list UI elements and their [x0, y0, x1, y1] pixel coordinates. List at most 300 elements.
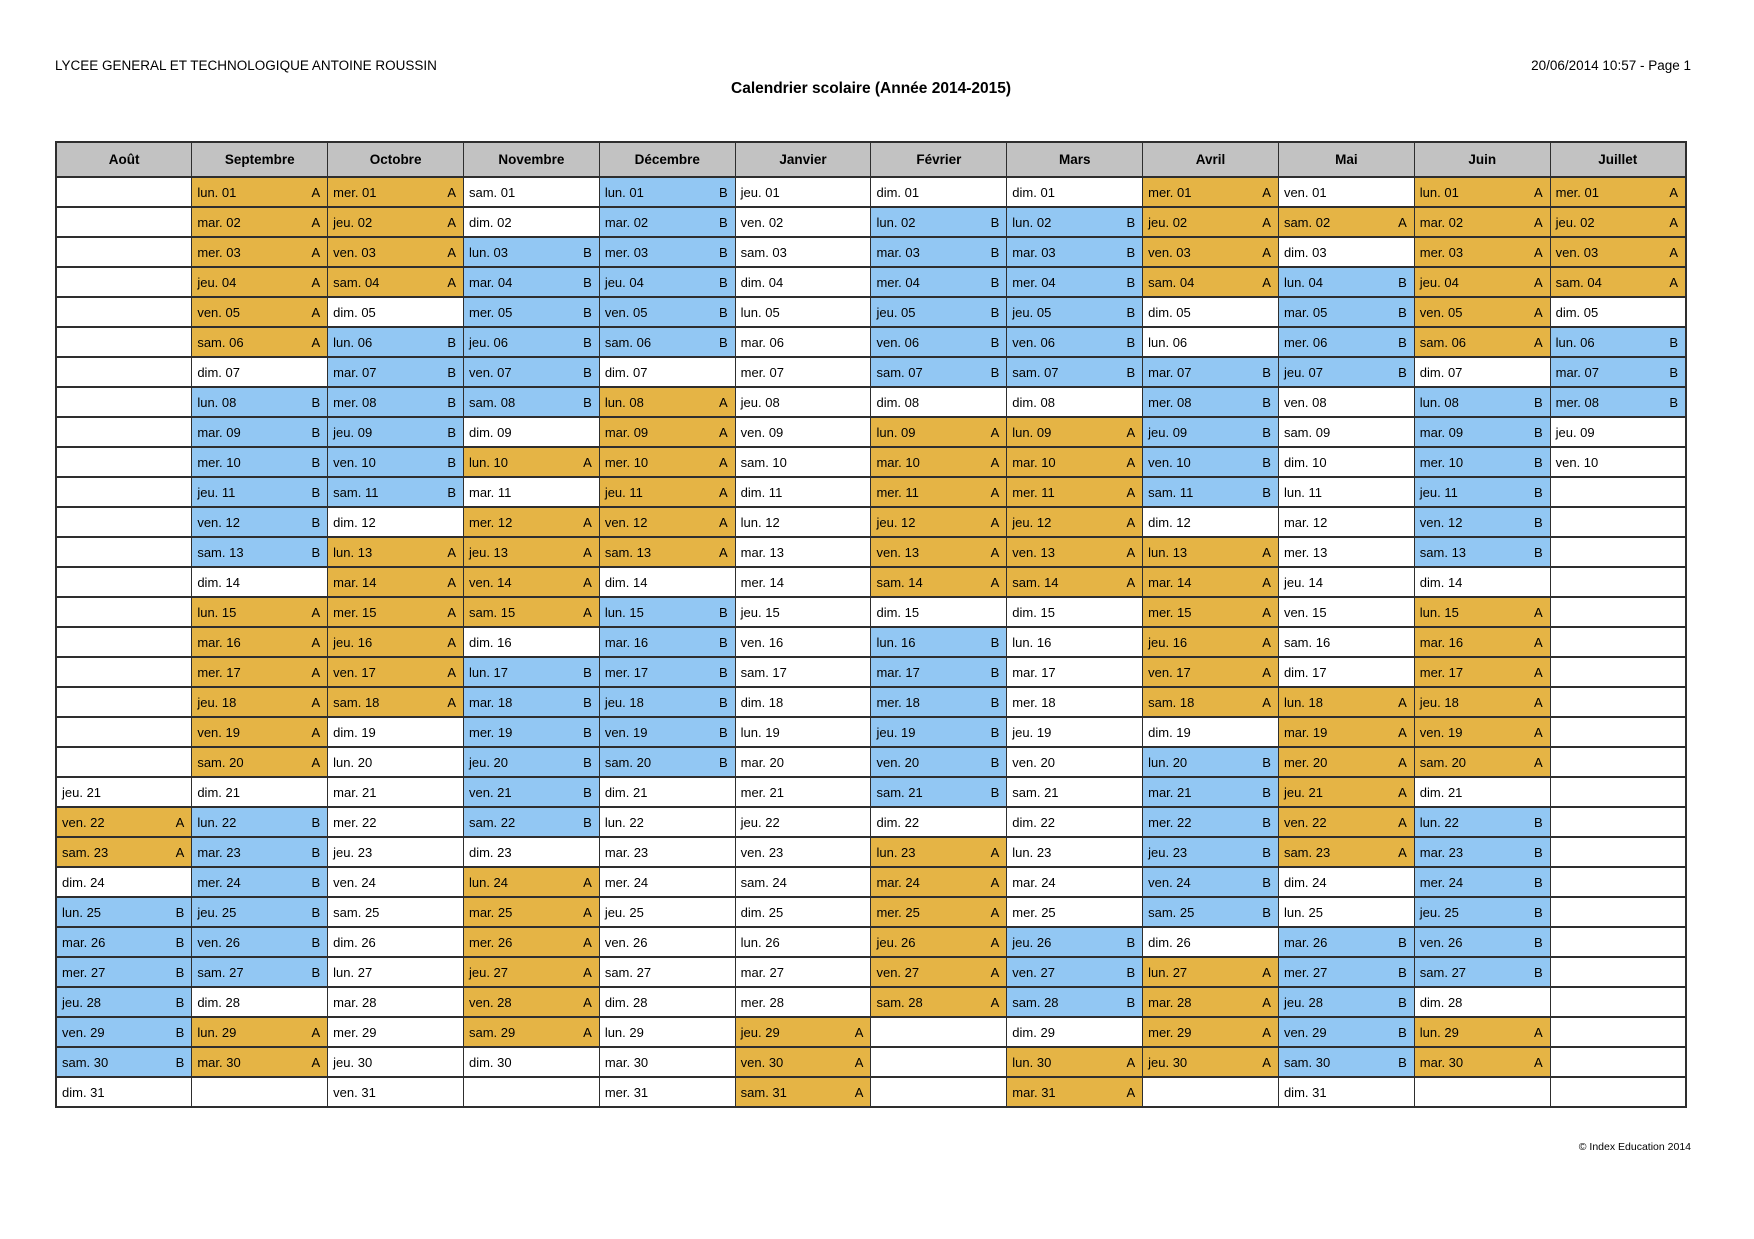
day-label: lun. 08	[604, 394, 644, 410]
day-cell-content	[464, 538, 599, 566]
day-cell-content	[1279, 538, 1414, 566]
week-letter: A	[1262, 964, 1271, 980]
day-label: mer. 08	[1148, 394, 1192, 410]
day-label: sam. 23	[1283, 844, 1331, 860]
day-label: mer. 10	[604, 454, 649, 470]
day-label: sam. 11	[1148, 484, 1194, 500]
week-letter: A	[990, 904, 1000, 920]
week-letter: B	[583, 754, 592, 770]
day-cell-content	[1279, 778, 1414, 806]
month-header: Mars	[1007, 142, 1143, 177]
day-label: dim. 24	[1283, 874, 1327, 890]
day-label: dim. 07	[1419, 364, 1463, 380]
day-label: dim. 05	[1555, 304, 1599, 320]
day-cell	[599, 897, 735, 927]
day-cell	[1143, 807, 1279, 837]
day-cell-content	[1143, 988, 1278, 1016]
week-letter: A	[1126, 1084, 1136, 1100]
week-letter: B	[1398, 334, 1407, 350]
week-letter: A	[311, 244, 321, 260]
day-cell	[1278, 1017, 1414, 1047]
day-cell-content	[1551, 628, 1685, 656]
day-cell-content	[57, 598, 191, 626]
day-cell-content	[1007, 688, 1142, 716]
day-cell	[1414, 867, 1550, 897]
day-cell	[328, 207, 464, 237]
day-cell-content	[57, 628, 191, 656]
empty-cell	[56, 567, 192, 597]
day-cell	[1143, 447, 1279, 477]
empty-cell	[56, 597, 192, 627]
day-label: ven. 13	[876, 544, 920, 560]
day-cell-content	[1007, 598, 1142, 626]
day-cell-content	[871, 358, 1006, 386]
day-label: sam. 10	[740, 454, 787, 470]
week-letter: A	[1126, 454, 1136, 470]
day-label: ven. 13	[1012, 544, 1055, 560]
day-cell-content	[1279, 658, 1414, 686]
day-cell	[1143, 537, 1279, 567]
day-cell-content	[328, 418, 463, 446]
day-cell-content	[736, 418, 871, 446]
day-cell	[871, 897, 1007, 927]
day-cell	[192, 897, 328, 927]
day-cell-content	[871, 448, 1006, 476]
day-label: lun. 17	[468, 664, 509, 680]
day-label: mar. 07	[1555, 364, 1599, 380]
day-cell	[328, 627, 464, 657]
day-cell	[599, 597, 735, 627]
day-label: sam. 29	[468, 1024, 516, 1040]
day-label: mer. 22	[333, 814, 377, 830]
day-cell	[1143, 597, 1279, 627]
day-label: ven. 23	[740, 844, 784, 860]
day-cell-content	[1143, 1018, 1278, 1046]
day-label: dim. 17	[1283, 664, 1327, 680]
day-cell-content	[464, 868, 599, 896]
day-label: dim. 24	[62, 874, 105, 890]
day-label: mar. 27	[740, 964, 784, 980]
day-label: mar. 09	[197, 424, 241, 440]
day-label: ven. 14	[468, 574, 512, 590]
day-cell-content	[328, 958, 463, 986]
day-cell	[463, 837, 599, 867]
day-cell	[192, 837, 328, 867]
day-cell-content	[1143, 898, 1278, 926]
day-cell-content	[1143, 418, 1278, 446]
day-cell	[1278, 207, 1414, 237]
day-label: lun. 09	[1012, 424, 1052, 440]
day-label: lun. 30	[1012, 1054, 1052, 1070]
day-label: mar. 30	[197, 1054, 241, 1070]
day-cell	[1414, 447, 1550, 477]
day-cell-content	[1551, 478, 1685, 506]
week-letter: A	[311, 634, 321, 650]
day-label: lun. 12	[740, 514, 780, 530]
day-cell-content	[1007, 298, 1142, 326]
calendar-row	[56, 237, 1686, 267]
day-label: mer. 24	[604, 874, 649, 890]
day-cell-content	[192, 958, 327, 986]
day-cell	[735, 987, 871, 1017]
day-label: mar. 24	[1012, 874, 1056, 890]
day-cell-content	[600, 1048, 735, 1076]
week-letter: B	[1126, 364, 1136, 380]
day-cell	[871, 687, 1007, 717]
day-label: dim. 10	[1283, 454, 1327, 470]
day-label: sam. 06	[604, 334, 652, 350]
day-cell	[1414, 537, 1550, 567]
day-cell-content	[1551, 268, 1685, 296]
day-cell	[1278, 807, 1414, 837]
day-label: lun. 29	[604, 1024, 644, 1040]
day-label: sam. 04	[1555, 274, 1602, 290]
week-letter: B	[583, 724, 592, 740]
day-label: mar. 03	[1012, 244, 1056, 260]
day-cell	[871, 717, 1007, 747]
day-cell-content	[1143, 598, 1278, 626]
week-letter: A	[447, 214, 456, 230]
week-letter: B	[311, 454, 321, 470]
day-cell	[871, 867, 1007, 897]
day-cell-content	[1279, 508, 1414, 536]
day-label: dim. 15	[876, 604, 920, 620]
day-label: mar. 03	[876, 244, 920, 260]
day-cell-content	[600, 508, 735, 536]
day-cell	[1414, 327, 1550, 357]
day-cell	[599, 807, 735, 837]
day-cell	[599, 1017, 735, 1047]
day-cell-content	[600, 718, 735, 746]
day-cell	[871, 957, 1007, 987]
week-letter: A	[1533, 694, 1543, 710]
day-label: mar. 23	[1419, 844, 1464, 860]
day-label: ven. 12	[197, 514, 240, 530]
day-cell	[1414, 927, 1550, 957]
day-label: mer. 22	[1148, 814, 1192, 830]
day-cell	[56, 987, 192, 1017]
week-letter: A	[990, 514, 1000, 530]
day-cell	[1007, 717, 1143, 747]
week-letter: B	[175, 934, 185, 950]
day-label: dim. 01	[1012, 184, 1055, 200]
day-cell-content	[1415, 988, 1550, 1016]
day-cell-content	[464, 598, 599, 626]
day-label: dim. 28	[604, 994, 648, 1010]
day-cell	[463, 237, 599, 267]
day-cell-content	[1415, 928, 1550, 956]
day-cell	[599, 627, 735, 657]
week-letter: A	[583, 904, 592, 920]
day-label: sam. 06	[197, 334, 244, 350]
week-letter: A	[311, 724, 321, 740]
day-label: jeu. 20	[468, 754, 509, 770]
day-cell	[1007, 597, 1143, 627]
day-cell	[1007, 957, 1143, 987]
day-label: mer. 29	[333, 1024, 377, 1040]
week-letter: B	[1533, 844, 1543, 860]
empty-cell	[1550, 1047, 1686, 1077]
day-cell	[1143, 1017, 1279, 1047]
day-label: jeu. 11	[1419, 484, 1458, 500]
day-label: lun. 29	[1419, 1024, 1459, 1040]
day-label: mar. 11	[468, 484, 512, 500]
day-cell-content	[464, 988, 599, 1016]
week-letter: A	[447, 274, 456, 290]
day-cell	[871, 507, 1007, 537]
day-cell	[56, 867, 192, 897]
day-cell-content	[57, 298, 191, 326]
day-cell	[1143, 387, 1279, 417]
day-cell	[1278, 597, 1414, 627]
day-cell-content	[736, 658, 871, 686]
week-letter: A	[583, 454, 592, 470]
week-letter: B	[1398, 934, 1407, 950]
day-label: sam. 21	[876, 784, 923, 800]
week-letter: A	[1398, 754, 1407, 770]
calendar-row	[56, 657, 1686, 687]
day-label: sam. 31	[740, 1084, 787, 1100]
day-cell-content	[600, 1078, 735, 1106]
day-cell	[1278, 477, 1414, 507]
day-label: dim. 14	[197, 574, 240, 590]
day-cell-content	[57, 748, 191, 776]
month-header: Août	[56, 142, 192, 177]
day-cell-content	[328, 778, 463, 806]
day-cell	[599, 477, 735, 507]
day-cell-content	[464, 688, 599, 716]
day-cell-content	[1415, 568, 1550, 596]
day-cell	[1278, 957, 1414, 987]
day-label: dim. 14	[604, 574, 648, 590]
day-cell-content	[1415, 448, 1550, 476]
day-label: sam. 22	[468, 814, 516, 830]
day-cell-content	[1007, 628, 1142, 656]
day-cell-content	[1143, 538, 1278, 566]
day-cell-content	[1143, 478, 1278, 506]
day-cell-content	[192, 898, 327, 926]
day-cell	[735, 327, 871, 357]
day-cell	[599, 657, 735, 687]
day-cell	[328, 537, 464, 567]
day-label: mar. 21	[1148, 784, 1192, 800]
day-cell-content	[736, 718, 871, 746]
day-cell	[735, 957, 871, 987]
day-cell-content	[736, 208, 871, 236]
day-cell	[1414, 237, 1550, 267]
day-cell	[463, 927, 599, 957]
week-letter: A	[1533, 184, 1543, 200]
day-label: mer. 15	[1148, 604, 1192, 620]
week-letter: B	[583, 304, 592, 320]
week-letter: A	[1126, 424, 1136, 440]
day-cell-content	[464, 1078, 599, 1106]
day-cell	[599, 987, 735, 1017]
day-cell-content	[328, 388, 463, 416]
day-cell-content	[1279, 748, 1414, 776]
day-cell-content	[600, 598, 735, 626]
day-cell-content	[57, 538, 191, 566]
day-cell-content	[192, 598, 327, 626]
day-label: jeu. 04	[604, 274, 644, 290]
day-cell	[463, 417, 599, 447]
week-letter: A	[1262, 544, 1271, 560]
day-cell-content	[192, 358, 327, 386]
week-letter: B	[1533, 514, 1543, 530]
day-label: mar. 28	[333, 994, 377, 1010]
day-cell	[735, 807, 871, 837]
week-letter: A	[990, 934, 1000, 950]
day-cell-content	[1279, 448, 1414, 476]
day-cell-content	[871, 748, 1006, 776]
day-cell-content	[736, 358, 871, 386]
calendar-row	[56, 447, 1686, 477]
day-label: ven. 05	[604, 304, 648, 320]
calendar-row	[56, 267, 1686, 297]
day-cell	[599, 387, 735, 417]
day-label: mer. 17	[1419, 664, 1464, 680]
day-cell	[463, 987, 599, 1017]
day-cell-content	[1415, 838, 1550, 866]
calendar-row	[56, 747, 1686, 777]
week-letter: B	[718, 184, 728, 200]
week-letter: A	[1262, 664, 1271, 680]
day-cell	[192, 537, 328, 567]
calendar-row	[56, 297, 1686, 327]
day-label: dim. 28	[1419, 994, 1463, 1010]
week-letter: A	[718, 424, 728, 440]
day-cell-content	[736, 748, 871, 776]
month-header: Juin	[1414, 142, 1550, 177]
empty-cell	[1550, 1077, 1686, 1107]
day-label: ven. 24	[1148, 874, 1191, 890]
day-label: ven. 12	[1419, 514, 1463, 530]
day-cell-content	[1551, 448, 1685, 476]
empty-cell	[1550, 777, 1686, 807]
week-letter: A	[311, 694, 321, 710]
day-label: ven. 06	[1012, 334, 1055, 350]
day-cell-content	[736, 178, 871, 206]
day-cell	[192, 1047, 328, 1077]
day-cell-content	[1415, 898, 1550, 926]
day-cell-content	[871, 568, 1006, 596]
day-label: mar. 18	[468, 694, 513, 710]
day-cell-content	[192, 928, 327, 956]
day-cell-content	[1143, 178, 1278, 206]
day-cell-content	[1143, 388, 1278, 416]
day-cell-content	[192, 508, 327, 536]
day-cell	[1007, 627, 1143, 657]
day-label: lun. 13	[1148, 544, 1188, 560]
day-cell	[1143, 657, 1279, 687]
week-letter: A	[854, 1054, 864, 1070]
day-label: ven. 30	[740, 1054, 784, 1070]
week-letter: A	[1262, 994, 1271, 1010]
day-label: mer. 19	[468, 724, 513, 740]
day-cell-content	[871, 598, 1006, 626]
day-cell-content	[1551, 658, 1685, 686]
week-letter: B	[1126, 964, 1136, 980]
day-cell-content	[192, 328, 327, 356]
day-cell-content	[871, 238, 1006, 266]
day-label: dim. 08	[1012, 394, 1055, 410]
day-label: dim. 18	[740, 694, 784, 710]
day-cell-content	[1551, 358, 1685, 386]
day-cell	[192, 447, 328, 477]
day-label: sam. 07	[1012, 364, 1059, 380]
day-cell-content	[871, 328, 1006, 356]
day-cell-content	[1551, 928, 1685, 956]
week-letter: B	[583, 694, 592, 710]
day-cell-content	[1007, 538, 1142, 566]
day-cell-content	[1007, 988, 1142, 1016]
day-label: jeu. 12	[876, 514, 916, 530]
day-label: mer. 26	[468, 934, 513, 950]
calendar-row	[56, 987, 1686, 1017]
day-cell	[1007, 357, 1143, 387]
day-cell-content	[736, 508, 871, 536]
day-cell-content	[464, 298, 599, 326]
week-letter: B	[1533, 544, 1543, 560]
day-cell	[735, 477, 871, 507]
day-cell-content	[1279, 928, 1414, 956]
day-cell	[871, 327, 1007, 357]
day-cell	[192, 657, 328, 687]
week-letter: A	[1262, 634, 1271, 650]
day-cell-content	[736, 538, 871, 566]
day-cell-content	[871, 1048, 1006, 1076]
day-cell	[1278, 387, 1414, 417]
day-cell	[1143, 627, 1279, 657]
day-cell	[871, 477, 1007, 507]
day-cell-content	[1279, 328, 1414, 356]
day-label: jeu. 05	[876, 304, 916, 320]
day-cell-content	[1007, 658, 1142, 686]
week-letter: A	[1533, 724, 1543, 740]
day-cell-content	[600, 958, 735, 986]
day-cell	[1414, 567, 1550, 597]
day-label: dim. 12	[1148, 514, 1191, 530]
week-letter: B	[1669, 364, 1678, 380]
day-cell	[735, 1047, 871, 1077]
week-letter: B	[1398, 274, 1407, 290]
day-label: ven. 10	[333, 454, 376, 470]
empty-cell	[871, 1017, 1007, 1047]
day-cell	[1007, 927, 1143, 957]
month-header: Juillet	[1550, 142, 1686, 177]
day-cell	[599, 447, 735, 477]
school-name: LYCEE GENERAL ET TECHNOLOGIQUE ANTOINE ROUSSIN	[55, 58, 437, 73]
day-label: mer. 08	[1555, 394, 1599, 410]
day-cell	[1007, 417, 1143, 447]
day-cell-content	[57, 898, 191, 926]
day-cell-content	[1415, 508, 1550, 536]
week-letter: A	[1126, 574, 1136, 590]
week-letter: B	[990, 664, 1000, 680]
day-label: mer. 18	[1012, 694, 1056, 710]
day-cell	[735, 537, 871, 567]
day-label: mar. 14	[1148, 574, 1192, 590]
week-letter: A	[1533, 244, 1543, 260]
day-cell-content	[1007, 868, 1142, 896]
day-cell	[1414, 807, 1550, 837]
day-label: lun. 08	[1419, 394, 1459, 410]
empty-cell	[1550, 897, 1686, 927]
day-cell	[1278, 447, 1414, 477]
week-letter: B	[311, 874, 321, 890]
empty-cell	[56, 717, 192, 747]
day-cell-content	[1143, 328, 1278, 356]
